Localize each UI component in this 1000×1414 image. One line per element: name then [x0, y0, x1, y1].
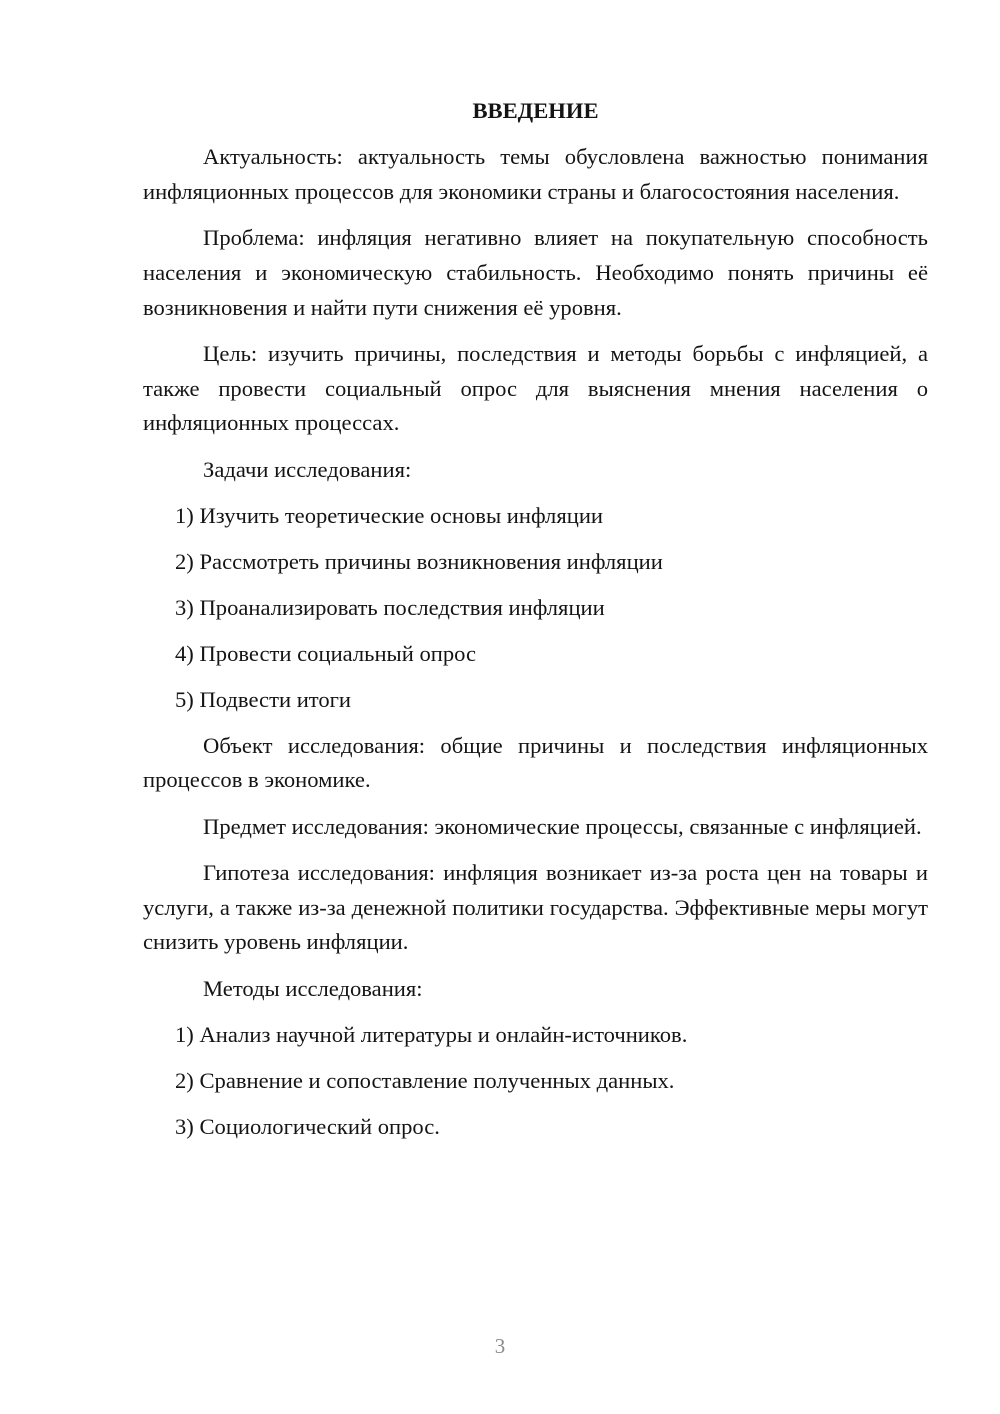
method-item: 1) Анализ научной литературы и онлайн-источников.: [175, 1021, 688, 1047]
problem-paragraph: Проблема: инфляция негативно влияет на покупательную способность населения и экономическую стабильность. Необходимо понять причины её возникновения и найти пути снижения её уровня.: [143, 224, 928, 320]
page-body: [143, 94, 928, 1156]
method-item: 2) Сравнение и сопоставление полученных данных.: [175, 1067, 675, 1093]
method-item: 3) Социологический опрос.: [175, 1113, 440, 1139]
task-item: 1) Изучить теоретические основы инфляции: [175, 502, 604, 528]
task-item: 5) Подвести итоги: [175, 686, 352, 712]
page-number: 3: [494, 1334, 506, 1358]
hypothesis-paragraph: Гипотеза исследования: инфляция возникает из-за роста цен на товары и услуги, а также из-за денежной политики государства. Эффективные меры могут снизить уровень инфляции.: [143, 859, 928, 955]
relevance-paragraph: Актуальность: актуальность темы обусловлена важностью понимания инфляционных процессов для экономики страны и благосостояния населения.: [143, 144, 928, 204]
object-paragraph: Объект исследования: общие причины и последствия инфляционных процессов в экономике.: [143, 732, 928, 793]
goal-paragraph: Цель: изучить причины, последствия и методы борьбы с инфляцией, а также провести социальный опрос для выяснения мнения населения о инфляционных процессах.: [143, 340, 928, 436]
subject-paragraph: Предмет исследования: экономические процессы, связанные с инфляцией.: [203, 813, 922, 839]
task-item: 4) Провести социальный опрос: [175, 640, 477, 666]
task-item: 3) Проанализировать последствия инфляции: [175, 594, 605, 620]
methods-heading: Методы исследования:: [203, 975, 423, 1001]
task-item: 2) Рассмотреть причины возникновения инфляции: [175, 548, 663, 574]
tasks-heading: Задачи исследования:: [203, 456, 412, 482]
section-title: ВВЕДЕНИЕ: [472, 98, 599, 123]
